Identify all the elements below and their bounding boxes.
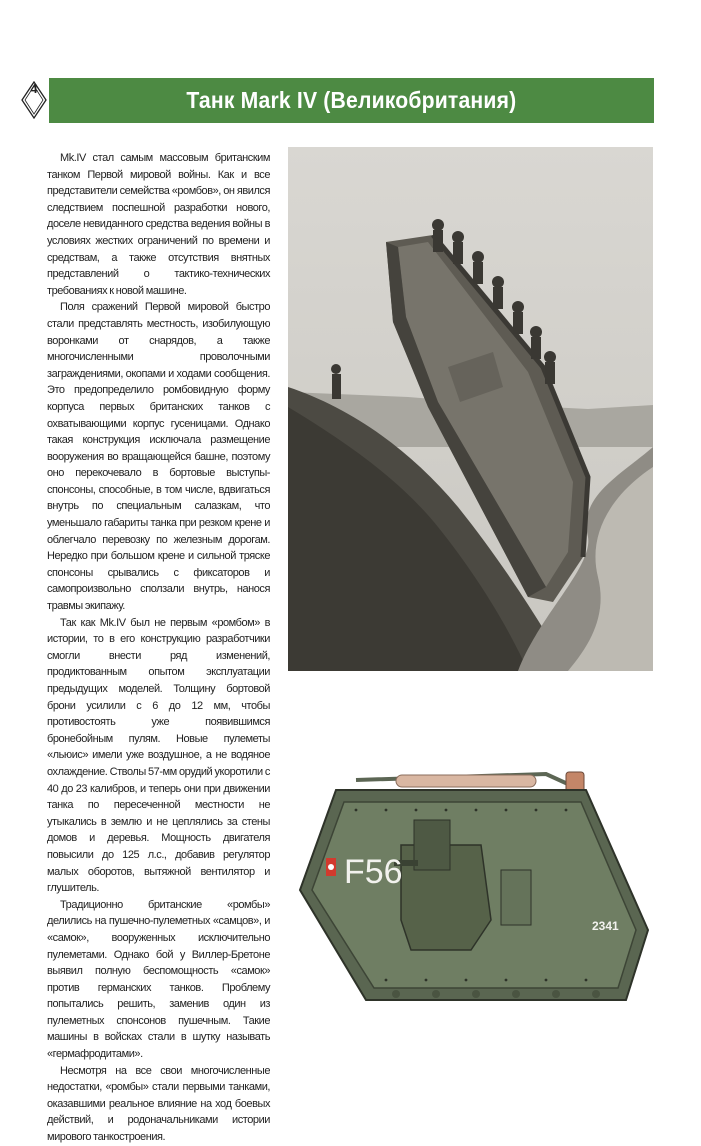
header-bar xyxy=(49,78,654,123)
paragraph: Традиционно британские «ромбы» делились на пушечно-пулеметных «самцов», и «самок», вооруженных исключительно пулеметами. Однако бой у Виллер-Бретоне выявил полную беспомощность «самок» против германских танков. Проблему попытались решить, заменив один из пулеметных спонсонов пушечным. Такие машины в войсках стали в шутку называть «гермафродитами». xyxy=(47,898,270,1061)
page-title: Танк Mark IV (Великобритания) xyxy=(186,87,517,113)
tank-photo xyxy=(288,147,653,671)
paragraph: Mk.IV стал самым массовым британским танком Первой мировой войны. Как и все представители семейства «ромбов», он явился следствием поспешной разработки нового, доселе невиданного средства ведения войны в условиях жестких ограничений по времени и средствам, а также отсутствия внятных представлений о тактико-технических требованиях к новой машине. xyxy=(47,152,270,297)
article-text xyxy=(47,150,270,1146)
tank-marking: F56 xyxy=(344,853,403,891)
page-number-badge xyxy=(21,81,47,119)
tank-number: 2341 xyxy=(592,919,619,933)
paragraph: Несмотря на все свои многочисленные недостатки, «ромбы» стали первыми танками, оказавшими реальное влияние на ход боевых действий, и родоначальниками истории мирового танкостроения. xyxy=(47,1064,270,1144)
page-number: 4 xyxy=(30,81,38,96)
paragraph: Так как Mk.IV был не первым «ромбом» в истории, то в его конструкцию разработчики смогли внести ряд изменений, продиктованным опытом эксплуатации предыдущих моделей. Толщину бортовой брони усилили с 6 до 12 мм, чтобы противостоять уже появившимся бронебойным пулям. Новые пулеметы «льюис» имели уже воздушное, а не водяное охлаждение. Стволы 57-мм орудий укоротили с 40 до 23 калибров, и теперь они при движении танка по пересеченной местности не утыкались в землю и не цеплялись за стены домов и деревья. Мощность двигателя повысили до 125 л.с., добавив регулятор малых оборотов, вытяжной вентилятор и глушитель. xyxy=(47,616,270,895)
tank-drawing xyxy=(296,750,656,1010)
paragraph: Поля сражений Первой мировой быстро стали представлять местность, изобилующую воронками от снарядов, а также многочисленными проволочными заграждениями, окопами и ходами сообщения. Это предопределило ромбовидную форму корпуса первых британских танков с охватывающими корпус гусеницами. Однако такая конструкция исключала размещение вооружения во вращающейся башне, поэтому оно перекочевало в бортовые выступы-спонсоны, способные, в том числе, вдвигаться внутрь по специальным салазкам, что уменьшало габариты танка при резком крене и облегчало перевозку по железным дорогам. Нередко при большом крене и сильной тряске спонсоны срывались с фиксаторов и самопроизвольно сползали внутрь, нанося травмы экипажу. xyxy=(47,301,270,613)
